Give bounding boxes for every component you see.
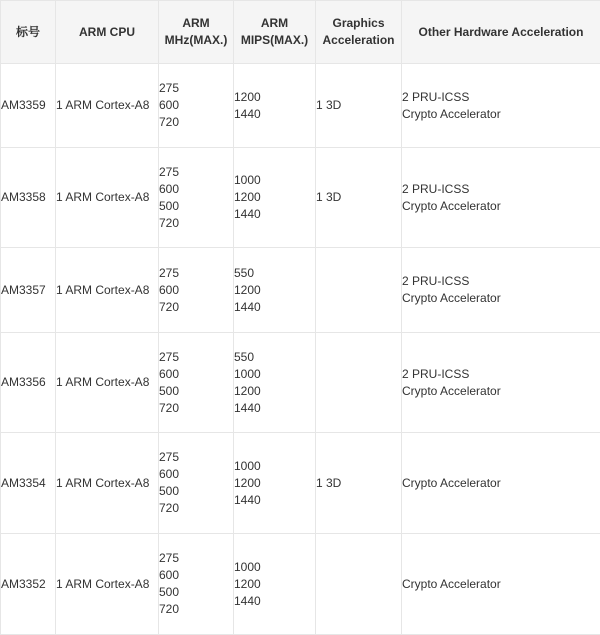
- header-arm-mhz: [159, 1, 234, 64]
- mhz-value: 500: [159, 383, 233, 400]
- other-acceleration-cell: [402, 534, 600, 635]
- arm-mips-cell: [234, 148, 316, 248]
- header-text: Other Hardware Acceleration: [402, 24, 600, 41]
- mhz-value: 275: [159, 550, 233, 567]
- graphics-cell: [316, 534, 402, 635]
- mhz-value: 720: [159, 114, 233, 131]
- mips-value: 1000: [234, 559, 315, 576]
- other-acceleration-cell: [402, 433, 600, 534]
- mips-value: 1440: [234, 593, 315, 610]
- mhz-value: 600: [159, 97, 233, 114]
- header-text: Graphics: [316, 15, 401, 32]
- arm-cpu: 1 ARM Cortex-A8: [56, 374, 158, 391]
- mips-value: 1200: [234, 475, 315, 492]
- arm-mhz-cell: [159, 433, 234, 534]
- part-number: AM3359: [1, 97, 55, 114]
- part-number-cell: [1, 148, 56, 248]
- graphics-cell: [316, 333, 402, 433]
- graphics-cell: [316, 248, 402, 333]
- table-row: [1, 433, 600, 534]
- arm-cpu-cell: [56, 148, 159, 248]
- other-acceleration-value: Crypto Accelerator: [402, 576, 600, 593]
- arm-mips-cell: [234, 248, 316, 333]
- other-acceleration-value: 2 PRU-ICSS: [402, 366, 600, 383]
- mips-value: 1440: [234, 492, 315, 509]
- arm-cpu-cell: [56, 333, 159, 433]
- mhz-value: 720: [159, 601, 233, 618]
- mhz-value: 600: [159, 567, 233, 584]
- other-acceleration-cell: [402, 64, 600, 148]
- arm-mhz-cell: [159, 64, 234, 148]
- other-acceleration-cell: [402, 333, 600, 433]
- arm-cpu: 1 ARM Cortex-A8: [56, 282, 158, 299]
- mips-value: 1200: [234, 189, 315, 206]
- part-number-cell: [1, 333, 56, 433]
- other-acceleration-value: 2 PRU-ICSS: [402, 89, 600, 106]
- mips-value: 1000: [234, 172, 315, 189]
- mhz-value: 600: [159, 181, 233, 198]
- header-arm-cpu: [56, 1, 159, 64]
- mips-value: 1440: [234, 299, 315, 316]
- header-arm-mips: [234, 1, 316, 64]
- header-text: MIPS(MAX.): [234, 32, 315, 49]
- mhz-value: 500: [159, 584, 233, 601]
- mhz-value: 275: [159, 80, 233, 97]
- part-number: AM3352: [1, 576, 55, 593]
- arm-mips-cell: [234, 333, 316, 433]
- mhz-value: 275: [159, 164, 233, 181]
- header-text: MHz(MAX.): [159, 32, 233, 49]
- graphics-value: 1 3D: [316, 189, 401, 206]
- mhz-value: 600: [159, 282, 233, 299]
- mips-value: 1440: [234, 400, 315, 417]
- arm-cpu: 1 ARM Cortex-A8: [56, 189, 158, 206]
- mhz-value: 275: [159, 349, 233, 366]
- table-row: [1, 534, 600, 635]
- part-number: AM3357: [1, 282, 55, 299]
- part-number-cell: [1, 433, 56, 534]
- header-text: 标号: [1, 24, 55, 41]
- mhz-value: 275: [159, 449, 233, 466]
- table-row: [1, 248, 600, 333]
- other-acceleration-value: 2 PRU-ICSS: [402, 273, 600, 290]
- other-acceleration-value: Crypto Accelerator: [402, 198, 600, 215]
- header-other-acceleration: [402, 1, 600, 64]
- mhz-value: 500: [159, 483, 233, 500]
- mips-value: 550: [234, 265, 315, 282]
- arm-cpu-cell: [56, 248, 159, 333]
- part-number-cell: [1, 248, 56, 333]
- other-acceleration-value: Crypto Accelerator: [402, 475, 600, 492]
- other-acceleration-cell: [402, 248, 600, 333]
- mips-value: 550: [234, 349, 315, 366]
- part-number: AM3356: [1, 374, 55, 391]
- header-text: Acceleration: [316, 32, 401, 49]
- part-number-cell: [1, 534, 56, 635]
- arm-mhz-cell: [159, 534, 234, 635]
- header-text: ARM CPU: [56, 24, 158, 41]
- arm-mhz-cell: [159, 148, 234, 248]
- header-graphics: [316, 1, 402, 64]
- part-number: AM3358: [1, 189, 55, 206]
- other-acceleration-cell: [402, 148, 600, 248]
- part-number: AM3354: [1, 475, 55, 492]
- graphics-cell: [316, 64, 402, 148]
- part-number-cell: [1, 64, 56, 148]
- mips-value: 1000: [234, 458, 315, 475]
- mhz-value: 720: [159, 215, 233, 232]
- mips-value: 1200: [234, 383, 315, 400]
- arm-mhz-cell: [159, 248, 234, 333]
- arm-mips-cell: [234, 64, 316, 148]
- mhz-value: 720: [159, 299, 233, 316]
- header-text: ARM: [234, 15, 315, 32]
- header-row: [1, 1, 600, 64]
- arm-cpu-cell: [56, 534, 159, 635]
- arm-cpu-cell: [56, 433, 159, 534]
- table-row: [1, 64, 600, 148]
- other-acceleration-value: Crypto Accelerator: [402, 106, 600, 123]
- mhz-value: 600: [159, 366, 233, 383]
- table-row: [1, 148, 600, 248]
- mhz-value: 720: [159, 500, 233, 517]
- arm-mhz-cell: [159, 333, 234, 433]
- mhz-value: 600: [159, 466, 233, 483]
- mips-value: 1200: [234, 89, 315, 106]
- mhz-value: 275: [159, 265, 233, 282]
- graphics-cell: [316, 433, 402, 534]
- other-acceleration-value: Crypto Accelerator: [402, 290, 600, 307]
- mips-value: 1000: [234, 366, 315, 383]
- header-text: ARM: [159, 15, 233, 32]
- graphics-cell: [316, 148, 402, 248]
- arm-cpu: 1 ARM Cortex-A8: [56, 576, 158, 593]
- mips-value: 1440: [234, 206, 315, 223]
- arm-mips-cell: [234, 433, 316, 534]
- arm-cpu: 1 ARM Cortex-A8: [56, 475, 158, 492]
- mips-value: 1200: [234, 576, 315, 593]
- header-part-number: [1, 1, 56, 64]
- mips-value: 1200: [234, 282, 315, 299]
- arm-cpu: 1 ARM Cortex-A8: [56, 97, 158, 114]
- arm-cpu-cell: [56, 64, 159, 148]
- table-row: [1, 333, 600, 433]
- table-body: [1, 64, 600, 635]
- arm-mips-cell: [234, 534, 316, 635]
- graphics-value: 1 3D: [316, 475, 401, 492]
- other-acceleration-value: 2 PRU-ICSS: [402, 181, 600, 198]
- mhz-value: 720: [159, 400, 233, 417]
- graphics-value: 1 3D: [316, 97, 401, 114]
- other-acceleration-value: Crypto Accelerator: [402, 383, 600, 400]
- mhz-value: 500: [159, 198, 233, 215]
- mips-value: 1440: [234, 106, 315, 123]
